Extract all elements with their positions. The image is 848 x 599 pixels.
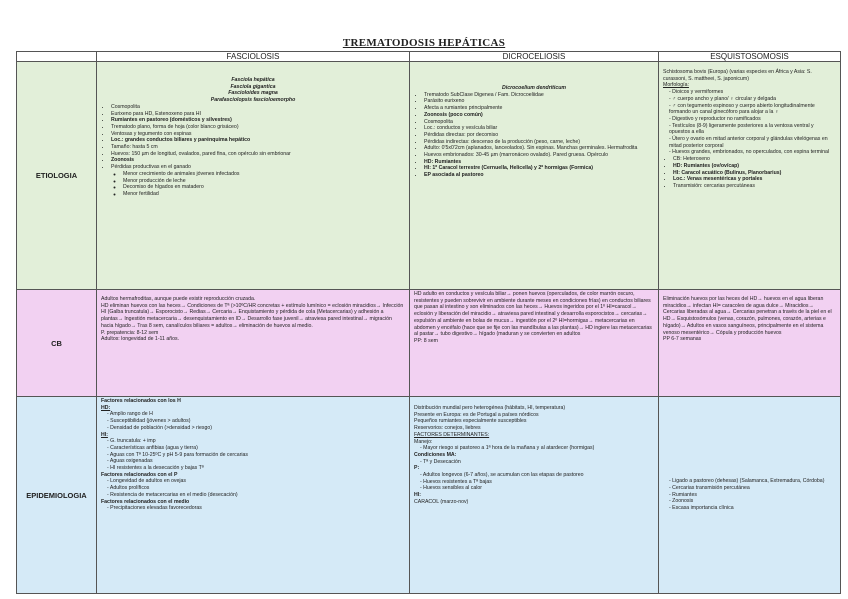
- epi-dicro-line: Presente en Europa: es de Portugal a países nórdicos: [414, 411, 539, 418]
- list-item: • Zoonosis: [111, 157, 405, 164]
- list-item: • Huevos: 150 µm de longitud, ovalados, pared fina, con opérculo sin embrionar: [111, 151, 405, 158]
- epi-dicro-line: Pequeños rumiantes especialmente susceptibles: [414, 418, 527, 425]
- list-item: - Ligado a pastoreo (dehesas) (Salamanca, Extremadura, Córdoba): [669, 478, 836, 485]
- list-item: • Transmisión: cercarias percutáneas: [673, 183, 836, 190]
- list-item: - Cercarias transmisión percutánea: [669, 485, 836, 492]
- list-item: - Digestivo y reproductor no ramificados: [669, 116, 836, 123]
- epi-fasc-hd: HD:: [101, 404, 111, 411]
- epi-dicro-factors: FACTORES DETERMINANTES:: [414, 431, 490, 438]
- list-item: - Dioicos y vermiformes: [669, 89, 836, 96]
- epi-esquistosomosis: [659, 397, 841, 594]
- epi-dicro-line: Reservorios: conejos, liebres: [414, 425, 481, 432]
- epi-dicro-cond-list: [414, 459, 654, 466]
- etiologia-esquistosomosis: [659, 62, 841, 290]
- list-item: - Densidad de población (>densidad > riesgo): [107, 425, 405, 432]
- epi-fasc-hi: HI:: [101, 431, 108, 438]
- list-item: - Resistencia de metacercarias en el medio (desecación): [107, 492, 405, 499]
- dicro-etiology-list: [414, 92, 654, 179]
- epi-dicro-cond: Condiciones MA:: [414, 451, 457, 458]
- list-item: • Rumiantes en pastoreo (domésticos y silvestres): [111, 117, 405, 124]
- list-item: • Trematodo SubClase Digenea / Fam. Dicrocoeliidae: [424, 92, 654, 99]
- epi-dicro-hi-line: CARACOL (marzo-nov): [414, 498, 469, 505]
- etiologia-fasciolosis: [97, 62, 410, 290]
- row-epidemiologia: [17, 397, 841, 594]
- list-item: - Mayor riesgo si pastoreo a 1ª hora de la mañana y al atardecer (hormigas): [420, 445, 654, 452]
- list-item: - Testículos (8-9) ligeramente posteriores a la ventosa ventral y opuestos a ella: [669, 123, 836, 136]
- epi-dicroceliosis: [410, 397, 659, 594]
- fasc-etiology-list: [101, 104, 405, 198]
- cb-fasc-line: HD eliminan huevos con las heces→ Condiciones de Tª (>10ºC/HR concretas + estímulo lumínico = eclosión miracidios→ Infección HI (Galba truncatula)→ Esporocisto→ Redias→ Cercaria→ Enquistamiento y pérdida de cola (Metacercarias) y adhesión a plantas→ Ingestión metacercaria→ desenquistamiento en ID→ Desarrollo fase juvenil→ atraviesa pared intestinal→ migración hacia hígado→ Tras 8 sem, canalículos biliares = adultos→ eliminación de huevos al medio.: [101, 302, 404, 329]
- epi-fasc-hd-list: [101, 411, 405, 431]
- list-item: • HI: Caracol acuático (Bulinus, Planorbarius): [673, 170, 836, 177]
- header-dicroceliosis: DICROCELIOSIS: [410, 52, 659, 62]
- row-label-epidemiologia: EPIDEMIOLOGIA: [17, 397, 97, 594]
- list-item: • Cosmopolita: [424, 119, 654, 126]
- epi-dicro-manejo-list: [414, 445, 654, 452]
- cb-esq-text: Eliminación huevos por las heces del HD→ huevos en el agua liberan miracidios→ infectan HI= caracoles de agua dulce→ Miracidios→ Cercarias liberadas al agua→ Cercarias penetran a través de la piel en el HD→ Esquistosómulos (venas, corazón, pulmones, corazón, arterias e hígado)→ Adultos en vasos sanguíneos, principalmente en el sistema venoso mesentérico→ Cópula y producción huevos: [663, 296, 832, 336]
- epi-fasc-heading: Factores relacionados con los H: [101, 398, 181, 404]
- list-item: • Loc.: conductos y vesícula biliar: [424, 125, 654, 132]
- epi-dicro-line: Distribución mundial pero heterogénea (hábitats, HI, temperatura): [414, 405, 566, 411]
- epi-dicro-p: P:: [414, 465, 420, 472]
- list-item: - Longevidad de adultos en ovejas: [107, 478, 405, 485]
- list-item: [111, 164, 405, 198]
- list-item: - Adultos longevos (6-7 años), se acumulan con las etapas de pastoreo: [420, 472, 654, 479]
- fasc-species-3: Fascioloides magna: [228, 90, 278, 97]
- cb-esq-pp: PP 6-7 semanas: [663, 336, 702, 343]
- etiologia-dicroceliosis: [410, 62, 659, 290]
- row-cb: [17, 290, 841, 397]
- list-item: • Eurixeno para HD, Estenoxeno para HI: [111, 111, 405, 118]
- row-label-cb: CB: [17, 290, 97, 397]
- dicro-species: Dicrocoelium dendriticum: [502, 85, 566, 91]
- row-label-etiologia: ETIOLOGIA: [17, 62, 97, 290]
- list-item: • Pérdidas indirectas: descenso de la producción (peso, carne, leche): [424, 139, 654, 146]
- list-item: • Cosmopolita: [111, 104, 405, 111]
- fasc-losses-list: [111, 171, 405, 198]
- esq-intro: Schistosoma bovis (Europa) (varias especies en África y Asia: S. curassoni, S. mattheei, S. japonicum): [663, 69, 812, 82]
- list-item: - Huevos resistentes a Tª bajas: [420, 479, 654, 486]
- list-item: - Zoonosis: [669, 498, 836, 505]
- page-title: TREMATODOSIS HEPÁTICAS: [342, 37, 506, 49]
- list-item: • HD: Rumiantes: [424, 159, 654, 166]
- list-item: • Loc.: Venas mesentéricas y portales: [673, 176, 836, 183]
- list-item: • Parásito eurixeno: [424, 98, 654, 105]
- list-item: - Aguas oxigenadas: [107, 458, 405, 465]
- list-item-text: Pérdidas productivas en el ganado: [111, 164, 191, 171]
- epi-fasc-hi-list: [101, 438, 405, 472]
- cb-esquistosomosis: [659, 290, 841, 397]
- list-item: • Zoonosis (poco común): [424, 112, 654, 119]
- fasc-species-1: Fasciola hepática: [231, 77, 275, 83]
- list-item: • Adulto: 0'5x0'2cm (aplanados, lanceolados). Sin espinas. Manchas germinales. Hermafrodita: [424, 145, 654, 152]
- list-item: ◦ Menor fertilidad: [123, 191, 405, 198]
- list-item: • Tamaño: hasta 5 cm: [111, 144, 405, 151]
- cb-dicroceliosis: [410, 290, 659, 397]
- comparison-table: [16, 51, 841, 594]
- list-item: - Adultos prolíficos: [107, 485, 405, 492]
- list-item: - HI resistentes a la desecación y bajas Tª: [107, 465, 405, 472]
- list-item: • Ventosas y tegumento con espinas: [111, 131, 405, 138]
- epi-fasc-heading: Factores relacionados con el P: [101, 471, 178, 478]
- corner-cell: [17, 52, 97, 62]
- list-item: • EP asociada al pastoreo: [424, 172, 654, 179]
- cb-fasc-line: P. prepatencia: 8-12 sem: [101, 329, 159, 336]
- header-fasciolosis: FASCIOLOSIS: [97, 52, 410, 62]
- epi-fasc-heading: Factores relacionados con el medio: [101, 498, 190, 505]
- header-esquistosomosis: ESQUISTOSOMOSIS: [659, 52, 841, 62]
- list-item: ◦ Menor crecimiento de animales jóvenes infectados: [123, 171, 405, 178]
- cb-fasciolosis: [97, 290, 410, 397]
- epi-dicro-manejo: Manejo:: [414, 438, 433, 445]
- esq-etiology-list: [663, 89, 836, 156]
- cb-dicro-text: HD adulto en conductos y vesícula biliar→ ponen huevos (operculados, de color marrón oscuro, resistentes y pueden sobrevivir en ambiente durante meses en condiciones frías) en conductos biliares que pasan al intestino y son eliminados con las heces→ Huevos ingeridos por el 1º HI=caracol→ eclosión y liberación del miracidio→ atraviesa pared intestinal y desarrolla esporocistos→ cercarias→ expulsión al ambiente en bolas de mucus→ ingestión por el 2º HI=hormigas→ metacercarias en abdomen y encéfalo (hace que se fije con las mandíbulas a las plantas)→ HD ingiere las metacercarias al pastar→ tubo digestivo→ hígado (maduran y se convierten en adultos: [414, 291, 652, 338]
- epi-fasciolosis: [97, 397, 410, 594]
- list-item: - Aguas con Tª 10-25ºC y pH 5-9 para formación de cercarias: [107, 452, 405, 459]
- list-item: - ♂ cuerpo ancho y plano/ ♀ circular y delgada: [669, 96, 836, 103]
- list-item: ◦ Menor producción de leche: [123, 178, 405, 185]
- fasc-species-2: Fasciola gigantica: [230, 83, 276, 90]
- epi-fasc-p-list: [101, 478, 405, 498]
- list-item: - Huevos grandes, embrionados, no operculados, con espina terminal: [669, 149, 836, 156]
- list-item: • HD: Rumiantes (ov/ov/cap): [673, 163, 836, 170]
- list-item: - G. truncatula: + imp: [107, 438, 405, 445]
- epi-dicro-hi: HI:: [414, 492, 421, 499]
- list-item: ◦ Decomiso de hígados en matadero: [123, 184, 405, 191]
- epi-esq-list: [663, 478, 836, 512]
- list-item: • Afecta a rumiantes principalmente: [424, 105, 654, 112]
- list-item: - Útero y ovario en mitad anterior corporal y glándulas vitelógenas en mitad posterior corporal: [669, 136, 836, 149]
- list-item: • HI: 1º Caracol terrestre (Cernuella, Helicella) y 2º hormigas (Formica): [424, 165, 654, 172]
- header-row: [17, 52, 841, 62]
- list-item: - Escasa importancia clínica: [669, 505, 836, 512]
- list-item: - Susceptibilidad (jóvenes > adultos): [107, 418, 405, 425]
- list-item: • Huevos embrionados: 30-45 µm (marronáceo ovalado). Pared gruesa. Opérculo: [424, 152, 654, 159]
- list-item: • Loc.: grandes conductos biliares y parénquima hepático: [111, 137, 405, 144]
- fasc-species-4: Parafasciolopsis fascioloemorpho: [210, 97, 296, 104]
- esq-etiology-list-2: [663, 156, 836, 190]
- list-item: - Tª y Desecación: [420, 459, 654, 466]
- cb-fasc-line: Adultos hermafroditas, aunque puede existir reproducción cruzada.: [101, 296, 256, 302]
- list-item: - Huevos sensibles al calor: [420, 485, 654, 492]
- list-item: - Amplio rango de H: [107, 411, 405, 418]
- list-item: • Trematodo plano, forma de hoja (color blanco grisáceo): [111, 124, 405, 131]
- list-item: • Pérdidas directas: por decomiso: [424, 132, 654, 139]
- cb-fasc-line: Adultos: longevidad de 1-11 años.: [101, 336, 180, 343]
- epi-fasc-m-list: [101, 505, 405, 512]
- list-item: - ♂ con tegumento espinoso y cuerpo abierto longitudinalmente formando un canal ginecóforo para alojar a la ♀: [669, 103, 836, 116]
- list-item: - Rumiantes: [669, 492, 836, 499]
- row-etiologia: [17, 62, 841, 290]
- esq-morph-label: Morfología:: [663, 82, 689, 89]
- list-item: • CB: Heteroxeno: [673, 156, 836, 163]
- epi-dicro-p-list: [414, 472, 654, 492]
- cb-dicro-pp: PP: 8 sem: [414, 337, 438, 344]
- list-item: - Precipitaciones elevadas favorecedoras: [107, 505, 405, 512]
- list-item: - Características anfibias (agua y tierra): [107, 445, 405, 452]
